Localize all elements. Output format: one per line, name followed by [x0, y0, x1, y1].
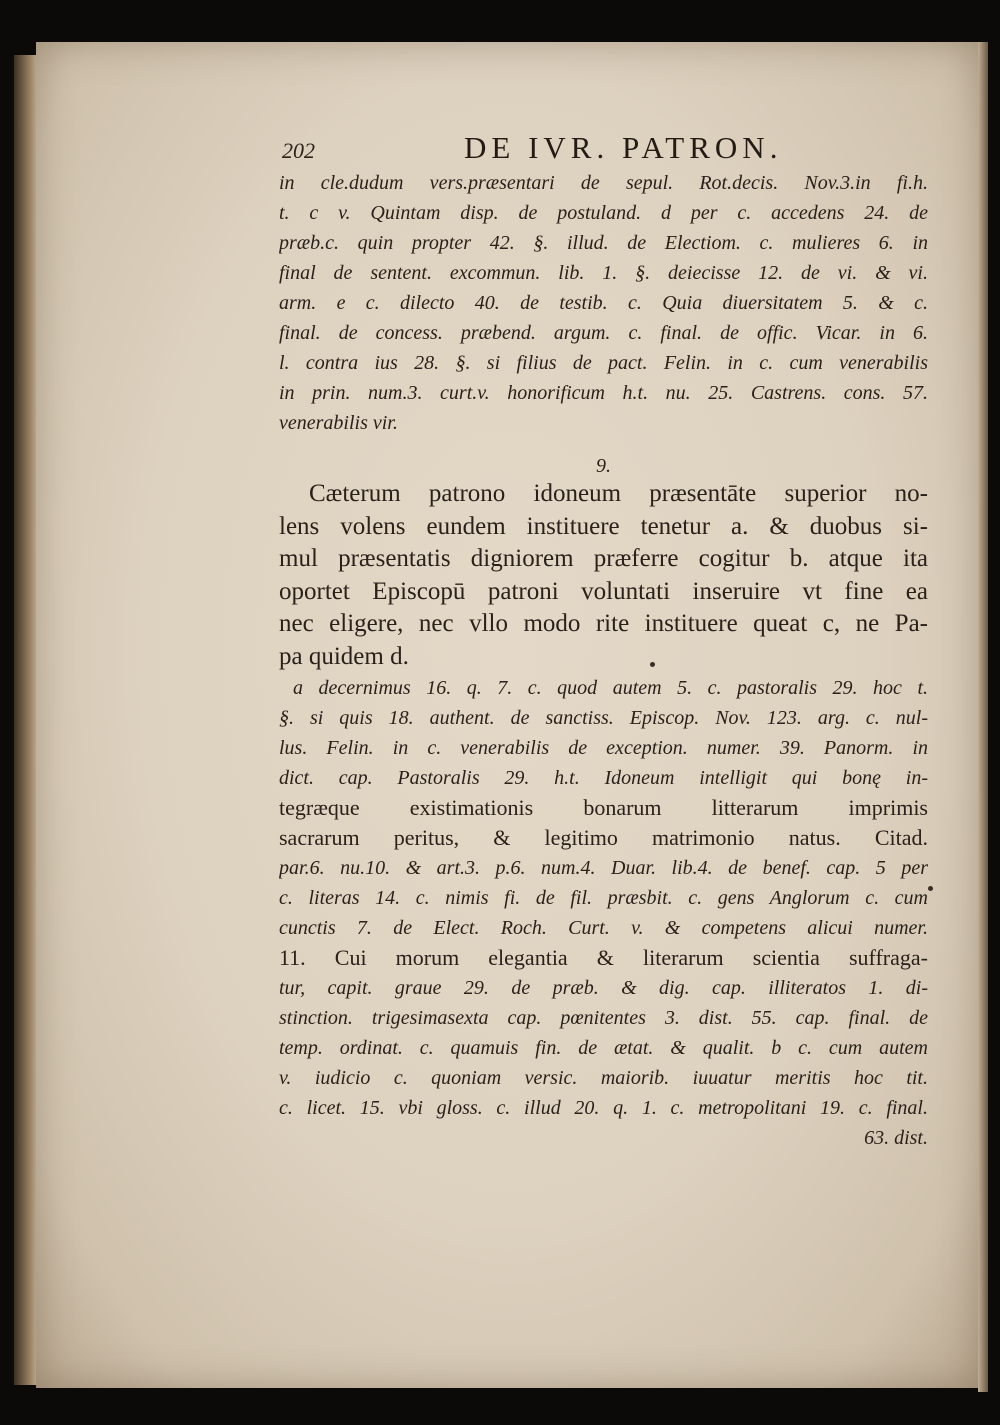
note-line: c. literas 14. c. nimis fi. de fil. præsbit. c. gens Anglorum c. cum — [279, 887, 928, 909]
note-line: tegræque existimationis bonarum litterarum imprimis — [279, 795, 928, 820]
note-line: final. de concess. præbend. argum. c. final. de offic. Vicar. in 6. — [279, 322, 928, 344]
note-line: 63. dist. — [864, 1127, 928, 1149]
note-line: 11. Cui morum elegantia & literarum scientia suffraga- — [279, 945, 928, 970]
note-line: præb.c. quin propter 42. §. illud. de Electiom. c. mulieres 6. in — [279, 232, 928, 254]
note-line: cunctis 7. de Elect. Roch. Curt. v. & competens alicui numer. — [279, 917, 928, 939]
main-text-line: oportet Episcopū patroni voluntati inseruire vt fine ea — [279, 577, 928, 605]
note-line: temp. ordinat. c. quamuis fin. de ætat. & qualit. b c. cum autem — [279, 1037, 928, 1059]
main-text-line: mul præsentatis digniorem præferre cogitur b. atque ita — [279, 545, 928, 572]
binding-gutter — [14, 55, 36, 1385]
main-text-line: pa quidem d. — [279, 642, 409, 670]
note-line: t. c v. Quintam disp. de postuland. d per c. accedens 24. de — [279, 202, 928, 224]
note-line: l. contra ius 28. §. si filius de pact. Felin. in c. cum venerabilis — [279, 352, 928, 374]
note-line: a decernimus 16. q. 7. c. quod autem 5. c. pastoralis 29. hoc t. — [293, 677, 928, 699]
note-line: stinction. trigesimasexta cap. pœnitentes 3. dist. 55. cap. final. de — [279, 1007, 928, 1029]
note-line: arm. e c. dilecto 40. de testib. c. Quia diuersitatem 5. & c. — [279, 292, 928, 314]
running-title: DE IVR. PATRON. — [464, 130, 783, 165]
note-line: tur, capit. graue 29. de præb. & dig. cap. illiteratos 1. di- — [279, 977, 928, 999]
main-text-line: Cæterum patrono idoneum præsentāte superior no- — [309, 480, 928, 507]
note-line: final de sentent. excommun. lib. 1. §. deiecisse 12. de vi. & vi. — [279, 262, 928, 284]
note-line: §. si quis 18. authent. de sanctiss. Episcop. Nov. 123. arg. c. nul- — [279, 707, 928, 729]
text-block — [279, 168, 928, 1153]
note-line: sacrarum peritus, & legitimo matrimonio natus. Citad. — [279, 825, 928, 850]
note-line: par.6. nu.10. & art.3. p.6. num.4. Duar. lib.4. de benef. cap. 5 per — [279, 857, 928, 879]
main-text-line: lens volens eundem instituere tenetur a. & duobus si- — [279, 512, 928, 540]
note-line: in prin. num.3. curt.v. honorificum h.t. nu. 25. Castrens. cons. 57. — [279, 382, 928, 404]
ink-speck — [928, 886, 933, 891]
note-line: in cle.dudum vers.præsentari de sepul. Rot.decis. Nov.3.in fi.h. — [279, 172, 928, 194]
page-edge — [978, 42, 988, 1392]
main-text-line: nec eligere, nec vllo modo rite instituere queat c, ne Pa- — [279, 610, 928, 637]
note-line: dict. cap. Pastoralis 29. h.t. Idoneum intelligit qui bonę in- — [279, 767, 928, 789]
note-line: lus. Felin. in c. venerabilis de exception. numer. 39. Panorm. in — [279, 737, 928, 759]
section-number: 9. — [596, 455, 611, 477]
note-line: c. licet. 15. vbi gloss. c. illud 20. q. 1. c. metropolitani 19. c. final. — [279, 1097, 928, 1119]
page-number: 202 — [282, 138, 315, 163]
note-line: venerabilis vir. — [279, 412, 398, 434]
note-line: v. iudicio c. quoniam versic. maiorib. iuuatur meritis hoc tit. — [279, 1067, 928, 1089]
page-header — [282, 130, 802, 170]
